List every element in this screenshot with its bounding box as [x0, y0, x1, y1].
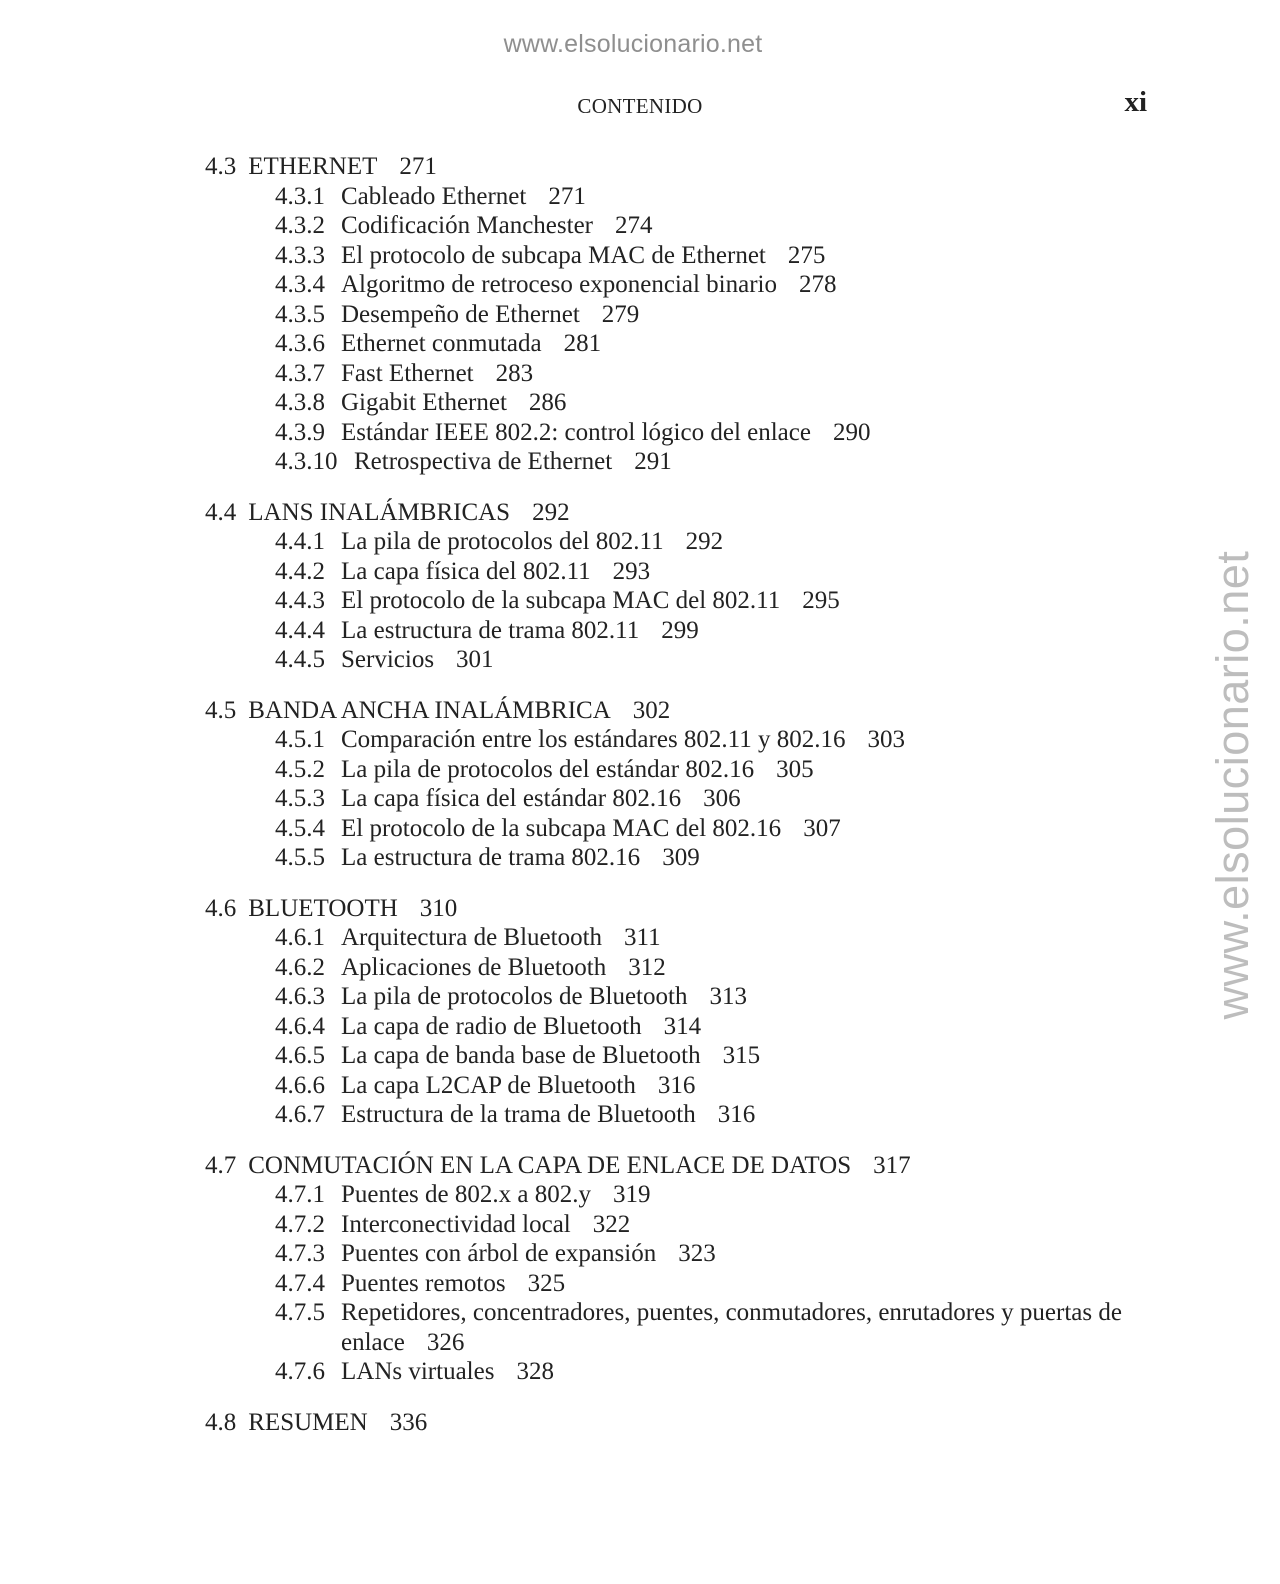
toc-section	[205, 1151, 1145, 1387]
entry-body	[341, 755, 814, 785]
entry-number: 4.5.1	[275, 726, 325, 753]
watermark-top: www.elsolucionario.net	[503, 30, 763, 58]
toc-section	[205, 152, 1145, 477]
toc-entry	[205, 953, 1145, 983]
section-title: CONMUTACIÓN EN LA CAPA DE ENLACE DE DATOS	[248, 1151, 852, 1179]
toc-section-heading	[205, 894, 1145, 924]
entry-body	[341, 1041, 760, 1071]
entry-page: 299	[661, 616, 699, 644]
entry-body	[341, 1239, 716, 1269]
toc-entry	[205, 586, 1145, 616]
entry-number: 4.6.7	[275, 1101, 325, 1128]
entry-page: 301	[456, 646, 494, 673]
section-number: 4.3	[205, 153, 237, 180]
entry-body	[354, 447, 672, 477]
entry-page: 314	[663, 1012, 702, 1040]
entry-page: 275	[787, 241, 826, 269]
section-title: RESUMEN	[248, 1408, 368, 1436]
toc-entry	[205, 270, 1145, 300]
entry-title: Ethernet conmutada	[341, 330, 542, 357]
entry-number: 4.3.8	[275, 389, 325, 416]
entry-number: 4.6.4	[275, 1012, 325, 1040]
entry-title: La pila de protocolos del estándar 802.16	[341, 755, 755, 783]
entry-title: La pila de protocolos de Bluetooth	[341, 983, 688, 1010]
section-page: 336	[389, 1408, 428, 1436]
toc-entry	[205, 1100, 1145, 1130]
toc-section	[205, 696, 1145, 873]
entry-number: 4.6.6	[275, 1071, 325, 1099]
entry-title: Codificación Manchester	[341, 212, 593, 239]
entry-title: La capa física del 802.11	[341, 557, 591, 585]
entry-title: El protocolo de subcapa MAC de Ethernet	[341, 241, 766, 269]
entry-page: 274	[615, 212, 653, 239]
entry-page: 279	[601, 300, 640, 328]
toc-entry	[205, 616, 1145, 646]
entry-body	[341, 616, 699, 646]
entry-title: LANs virtuales	[341, 1358, 495, 1385]
entry-number: 4.3.3	[275, 241, 325, 269]
entry-body	[341, 953, 666, 983]
watermark-side: www.elsolucionario.net	[1207, 550, 1258, 1020]
entry-page: 283	[495, 359, 534, 387]
entry-number: 4.4.3	[275, 587, 325, 614]
toc-entry	[205, 1357, 1145, 1387]
entry-body	[341, 814, 841, 844]
entry-number: 4.7.2	[275, 1210, 325, 1238]
toc-section	[205, 894, 1145, 1130]
toc-entry	[205, 843, 1145, 873]
entry-title: La estructura de trama 802.11	[341, 616, 640, 644]
entry-title: Algoritmo de retroceso exponencial binario	[341, 271, 777, 298]
toc-entry	[205, 1269, 1145, 1299]
section-number: 4.8	[205, 1408, 237, 1436]
entry-title: Servicios	[341, 646, 435, 673]
entry-title: La capa de radio de Bluetooth	[341, 1012, 642, 1040]
entry-body	[341, 982, 747, 1012]
entry-body	[341, 923, 661, 953]
entry-title: Puentes de 802.x a 802.y	[341, 1181, 591, 1208]
entry-page: 326	[426, 1328, 465, 1356]
entry-page: 322	[592, 1210, 631, 1238]
toc-entry	[205, 1041, 1145, 1071]
table-of-contents	[205, 152, 1145, 1458]
entry-number: 4.3.10	[275, 448, 338, 475]
section-page: 317	[873, 1151, 911, 1179]
entry-number: 4.4.5	[275, 646, 325, 673]
entry-number: 4.3.6	[275, 330, 325, 357]
toc-entry	[205, 418, 1145, 448]
entry-number: 4.6.2	[275, 953, 325, 981]
entry-number: 4.7.4	[275, 1269, 325, 1297]
entry-title: Aplicaciones de Bluetooth	[341, 953, 607, 981]
entry-body	[341, 329, 601, 359]
toc-entry	[205, 1180, 1145, 1210]
toc-entry	[205, 527, 1145, 557]
entry-body	[341, 1298, 1145, 1357]
entry-number: 4.3.7	[275, 359, 325, 387]
toc-entry	[205, 388, 1145, 418]
toc-section-heading	[205, 1151, 1145, 1181]
entry-number: 4.7.6	[275, 1358, 325, 1385]
entry-title: Retrospectiva de Ethernet	[354, 448, 613, 475]
entry-number: 4.7.5	[275, 1299, 325, 1326]
entry-page: 281	[563, 330, 602, 357]
entry-page: 278	[798, 271, 837, 298]
entry-title: La capa L2CAP de Bluetooth	[341, 1071, 636, 1099]
entry-title: La capa de banda base de Bluetooth	[341, 1042, 701, 1069]
entry-page: 323	[678, 1240, 716, 1267]
entry-title: Estructura de la trama de Bluetooth	[341, 1101, 696, 1128]
toc-section	[205, 498, 1145, 675]
entry-title: Fast Ethernet	[341, 359, 474, 387]
entry-body	[341, 1100, 755, 1130]
toc-entry	[205, 755, 1145, 785]
toc-entry	[205, 300, 1145, 330]
entry-number: 4.5.2	[275, 755, 325, 783]
entry-body	[341, 388, 566, 418]
toc-entry	[205, 241, 1145, 271]
entry-page: 291	[634, 448, 672, 475]
entry-page: 328	[516, 1358, 554, 1385]
toc-entry	[205, 1239, 1145, 1269]
toc-section-heading	[205, 498, 1145, 528]
section-page: 292	[532, 498, 570, 526]
entry-body	[341, 359, 533, 389]
section-number: 4.6	[205, 894, 237, 922]
entry-page: 315	[722, 1042, 761, 1069]
toc-entry	[205, 1210, 1145, 1240]
entry-title: Puentes remotos	[341, 1269, 506, 1297]
toc-entry	[205, 359, 1145, 389]
entry-number: 4.6.1	[275, 924, 325, 951]
toc-entry	[205, 1298, 1145, 1357]
toc-section-heading	[205, 696, 1145, 726]
section-number: 4.7	[205, 1151, 237, 1179]
entry-body	[341, 1180, 650, 1210]
entry-title: Desempeño de Ethernet	[341, 300, 580, 328]
entry-page: 316	[717, 1101, 756, 1128]
toc-entry	[205, 447, 1145, 477]
entry-body	[341, 645, 494, 675]
entry-page: 303	[867, 726, 906, 753]
section-number: 4.4	[205, 498, 237, 526]
entry-body	[341, 586, 840, 616]
toc-section	[205, 1408, 1145, 1438]
entry-number: 4.6.3	[275, 983, 325, 1010]
running-head: CONTENIDO	[577, 94, 703, 118]
entry-body	[341, 1071, 695, 1101]
toc-entry	[205, 211, 1145, 241]
entry-number: 4.4.2	[275, 557, 325, 585]
entry-title: Estándar IEEE 802.2: control lógico del enlace	[341, 418, 811, 446]
entry-body	[341, 784, 741, 814]
toc-entry	[205, 814, 1145, 844]
entry-number: 4.5.5	[275, 844, 325, 871]
entry-number: 4.4.4	[275, 616, 325, 644]
entry-title: Interconectividad local	[341, 1210, 571, 1238]
entry-number: 4.3.9	[275, 418, 325, 446]
entry-page: 292	[685, 528, 724, 555]
entry-title: Arquitectura de Bluetooth	[341, 924, 603, 951]
toc-entry	[205, 645, 1145, 675]
toc-entry	[205, 182, 1145, 212]
entry-title: Puentes con árbol de expansión	[341, 1240, 657, 1267]
entry-body	[341, 1357, 554, 1387]
entry-page: 290	[832, 418, 871, 446]
toc-section-heading	[205, 152, 1145, 182]
entry-page: 307	[803, 814, 841, 842]
entry-title: La pila de protocolos del 802.11	[341, 528, 664, 555]
entry-page: 325	[527, 1269, 566, 1297]
toc-entry	[205, 982, 1145, 1012]
toc-entry	[205, 1071, 1145, 1101]
entry-number: 4.3.1	[275, 182, 325, 210]
entry-page: 319	[612, 1181, 651, 1208]
section-page: 310	[419, 894, 458, 922]
page-number: xi	[1124, 86, 1147, 118]
entry-number: 4.5.4	[275, 814, 325, 842]
entry-body	[341, 182, 586, 212]
entry-body	[341, 270, 836, 300]
entry-body	[341, 527, 723, 557]
section-number: 4.5	[205, 696, 237, 724]
section-title: LANS INALÁMBRICAS	[248, 498, 511, 526]
entry-page: 295	[802, 587, 840, 614]
entry-body	[341, 843, 700, 873]
entry-number: 4.7.3	[275, 1240, 325, 1267]
entry-title: Comparación entre los estándares 802.11 y 802.16	[341, 726, 846, 753]
entry-number: 4.5.3	[275, 785, 325, 812]
entry-number: 4.7.1	[275, 1181, 325, 1208]
entry-number: 4.3.4	[275, 271, 325, 298]
entry-title: El protocolo de la subcapa MAC del 802.11	[341, 587, 781, 614]
entry-title: Cableado Ethernet	[341, 182, 527, 210]
section-page: 302	[632, 696, 671, 724]
toc-entry	[205, 1012, 1145, 1042]
entry-page: 271	[548, 182, 586, 210]
entry-number: 4.3.2	[275, 212, 325, 239]
section-page: 271	[399, 153, 437, 180]
entry-body	[341, 1012, 701, 1042]
entry-page: 305	[776, 755, 814, 783]
entry-number: 4.4.1	[275, 528, 325, 555]
entry-page: 313	[709, 983, 747, 1010]
entry-title: Gigabit Ethernet	[341, 389, 507, 416]
toc-entry	[205, 923, 1145, 953]
entry-body	[341, 241, 825, 271]
entry-title: La estructura de trama 802.16	[341, 844, 641, 871]
entry-number: 4.3.5	[275, 300, 325, 328]
toc-entry	[205, 329, 1145, 359]
entry-page: 312	[628, 953, 666, 981]
entry-body	[341, 1269, 565, 1299]
entry-body	[341, 557, 650, 587]
entry-page: 293	[612, 557, 651, 585]
entry-body	[341, 211, 653, 241]
entry-number: 4.6.5	[275, 1042, 325, 1069]
entry-body	[341, 300, 639, 330]
entry-page: 286	[528, 389, 567, 416]
entry-body	[341, 418, 870, 448]
entry-body	[341, 1210, 630, 1240]
entry-page: 311	[624, 924, 661, 951]
entry-title: Repetidores, concentradores, puentes, conmutadores, enrutadores y puertas de enlace	[341, 1299, 1122, 1356]
section-title: BANDA ANCHA INALÁMBRICA	[248, 696, 611, 724]
toc-entry	[205, 725, 1145, 755]
toc-entry	[205, 557, 1145, 587]
section-title: BLUETOOTH	[248, 894, 398, 922]
toc-section-heading	[205, 1408, 1145, 1438]
entry-title: El protocolo de la subcapa MAC del 802.16	[341, 814, 782, 842]
entry-page: 309	[662, 844, 700, 871]
section-title: ETHERNET	[248, 153, 378, 180]
entry-body	[341, 725, 905, 755]
toc-entry	[205, 784, 1145, 814]
entry-page: 306	[703, 785, 741, 812]
entry-title: La capa física del estándar 802.16	[341, 785, 682, 812]
entry-page: 316	[657, 1071, 696, 1099]
